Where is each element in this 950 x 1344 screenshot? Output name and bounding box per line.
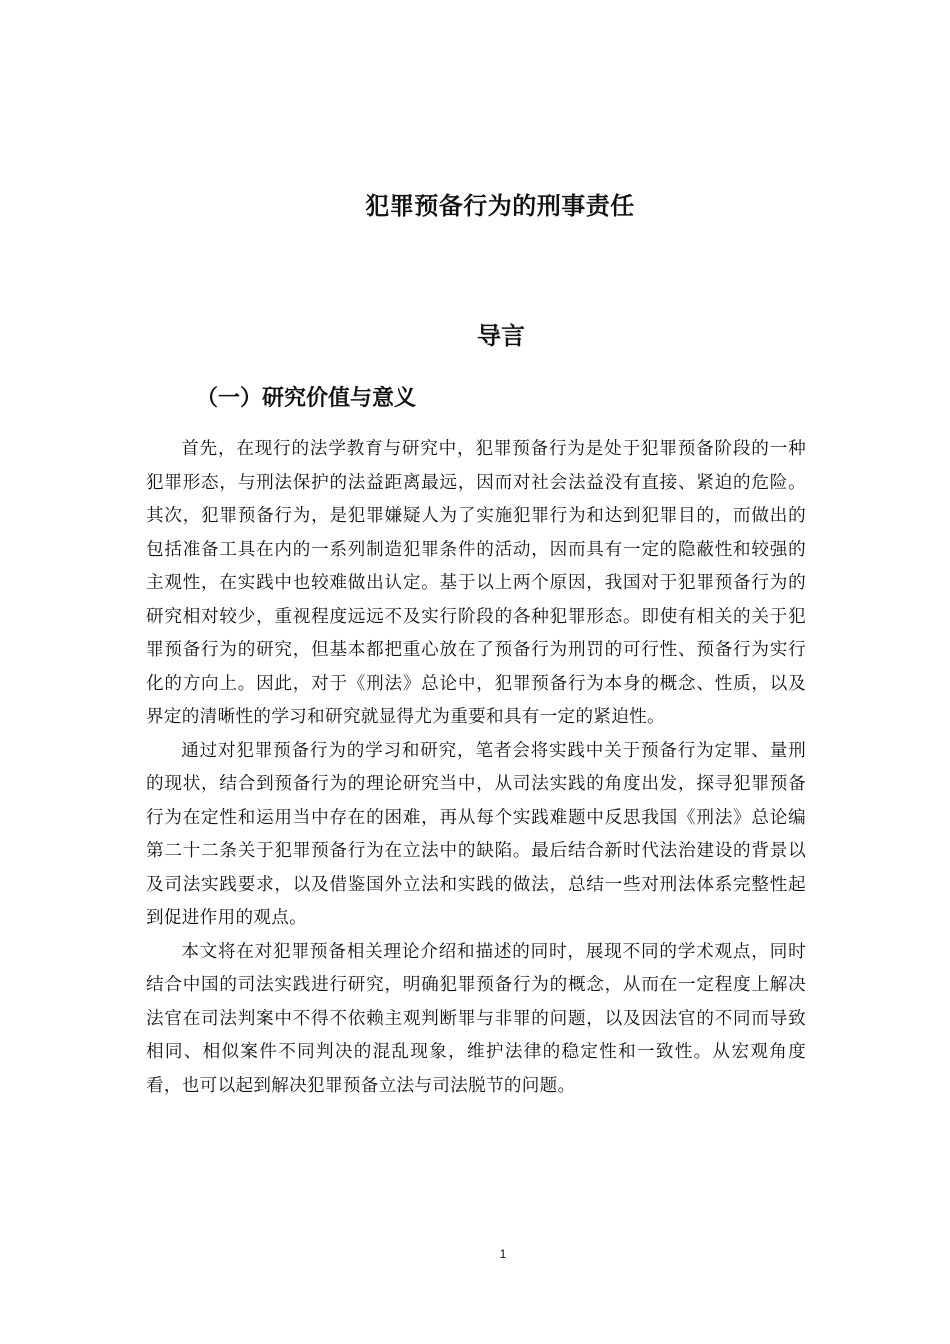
body-text (146, 433, 806, 1103)
subsection-heading: （一）研究价值与意义 (196, 386, 417, 411)
paragraph-3: 本文将在对犯罪预备相关理论介绍和描述的同时，展现不同的学术观点，同时结合中国的司法实践进行研究，明确犯罪预备行为的概念，从而在一定程度上解决法官在司法判案中不得不依赖主观判断罪与非罪的问题，以及因法官的不同而导致相同、相似案件不同判决的混乱现象，维护法律的稳定性和一致性。从宏观角度看，也可以起到解决犯罪预备立法与司法脱节的问题。 (146, 941, 806, 1096)
paragraph-2: 通过对犯罪预备行为的学习和研究，笔者会将实践中关于预备行为定罪、量刑的现状，结合到预备行为的理论研究当中，从司法实践的角度出发，探寻犯罪预备行为在定性和运用当中存在的困难，再从每个实践难题中反思我国《刑法》总论编第二十二条关于犯罪预备行为在立法中的缺陷。最后结合新时代法治建设的背景以及司法实践要求，以及借鉴国外立法和实践的做法，总结一些对刑法体系完整性起到促进作用的观点。 (146, 740, 806, 928)
paragraph-1: 首先，在现行的法学教育与研究中，犯罪预备行为是处于犯罪预备阶段的一种犯罪形态，与刑法保护的法益距离最远，因而对社会法益没有直接、紧迫的危险。其次，犯罪预备行为，是犯罪嫌疑人为了实施犯罪行为和达到犯罪目的，而做出的包括准备工具在内的一系列制造犯罪条件的活动，因而具有一定的隐蔽性和较强的主观性，在实践中也较难做出认定。基于以上两个原因，我国对于犯罪预备行为的研究相对较少，重视程度远远不及实行阶段的各种犯罪形态。即使有相关的关于犯罪预备行为的研究，但基本都把重心放在了预备行为刑罚的可行性、预备行为实行化的方向上。因此，对于《刑法》总论中，犯罪预备行为本身的概念、性质，以及界定的清晰性的学习和研究就显得尤为重要和具有一定的紧迫性。 (146, 439, 806, 727)
page-number: 1 (499, 1247, 507, 1261)
section-heading: 导言 (477, 322, 525, 350)
document-title: 犯罪预备行为的刑事责任 (365, 192, 635, 220)
